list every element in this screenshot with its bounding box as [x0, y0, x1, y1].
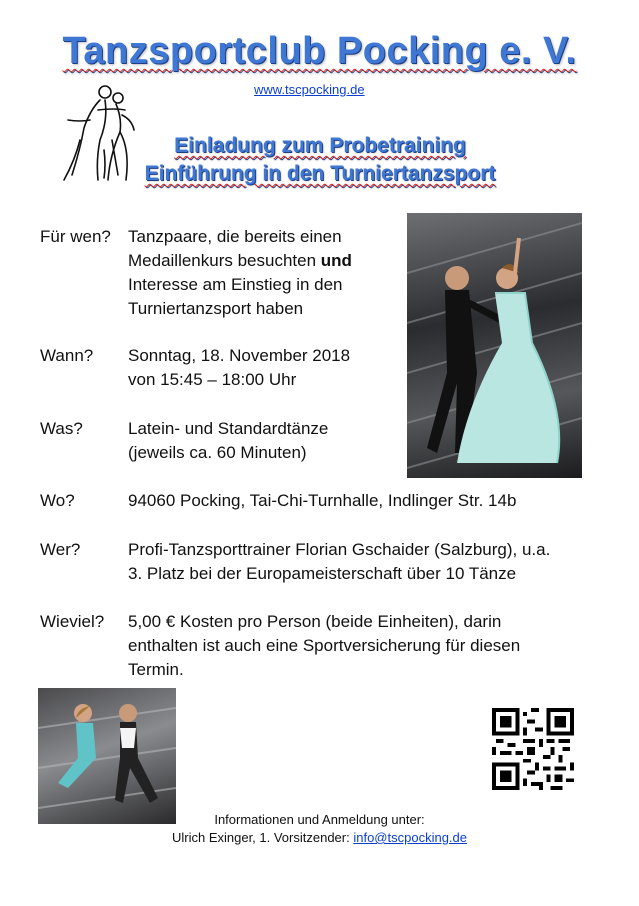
detail-text: Sonntag, 18. November 2018 von 15:45 – 18:00 Uhr [128, 346, 351, 389]
detail-row-where [40, 489, 600, 513]
footer-info: Informationen und Anmeldung unter: [214, 812, 425, 827]
footer-contact [0, 830, 639, 845]
contact-person: Ulrich Exinger, 1. Vorsitzender: [171, 830, 354, 845]
website-link[interactable]: www.tscpocking.de [254, 82, 365, 97]
qr-code-icon[interactable] [492, 708, 574, 790]
club-title: Tanzsportclub Pocking e. V. [62, 30, 577, 72]
detail-text: Tanzpaare, die bereits einen Medaillenkurs besuchten und Interesse am Einstieg in den Turniertanzsport haben [128, 227, 352, 318]
subtitle-introduction: Einführung in den Turniertanzsport [144, 162, 496, 185]
detail-label: Wo? [40, 491, 75, 510]
detail-label: Wieviel? [40, 612, 105, 631]
email-link[interactable]: info@tscpocking.de [353, 830, 467, 845]
detail-text: 5,00 € Kosten pro Person (beide Einheiten), darin enthalten ist auch eine Sportversicherung für diesen Termin. [128, 612, 521, 679]
detail-label: Wann? [40, 346, 94, 365]
latin-dance-couple-photo [38, 688, 176, 824]
standard-dance-couple-photo [407, 213, 582, 478]
subtitle-invitation: Einladung zum Probetraining [174, 134, 466, 157]
detail-label: Für wen? [40, 227, 111, 246]
detail-text: Profi-Tanzsporttrainer Florian Gschaider (Salzburg), u.a. 3. Platz bei der Europameisterschaft über 10 Tänze [128, 540, 551, 583]
detail-row-price [40, 610, 600, 682]
detail-text: Latein- und Standardtänze (jeweils ca. 60 Minuten) [128, 419, 329, 462]
detail-text: 94060 Pocking, Tai-Chi-Turnhalle, Indlinger Str. 14b [128, 491, 517, 510]
detail-label: Was? [40, 419, 83, 438]
detail-row-who [40, 538, 600, 586]
detail-label: Wer? [40, 540, 81, 559]
